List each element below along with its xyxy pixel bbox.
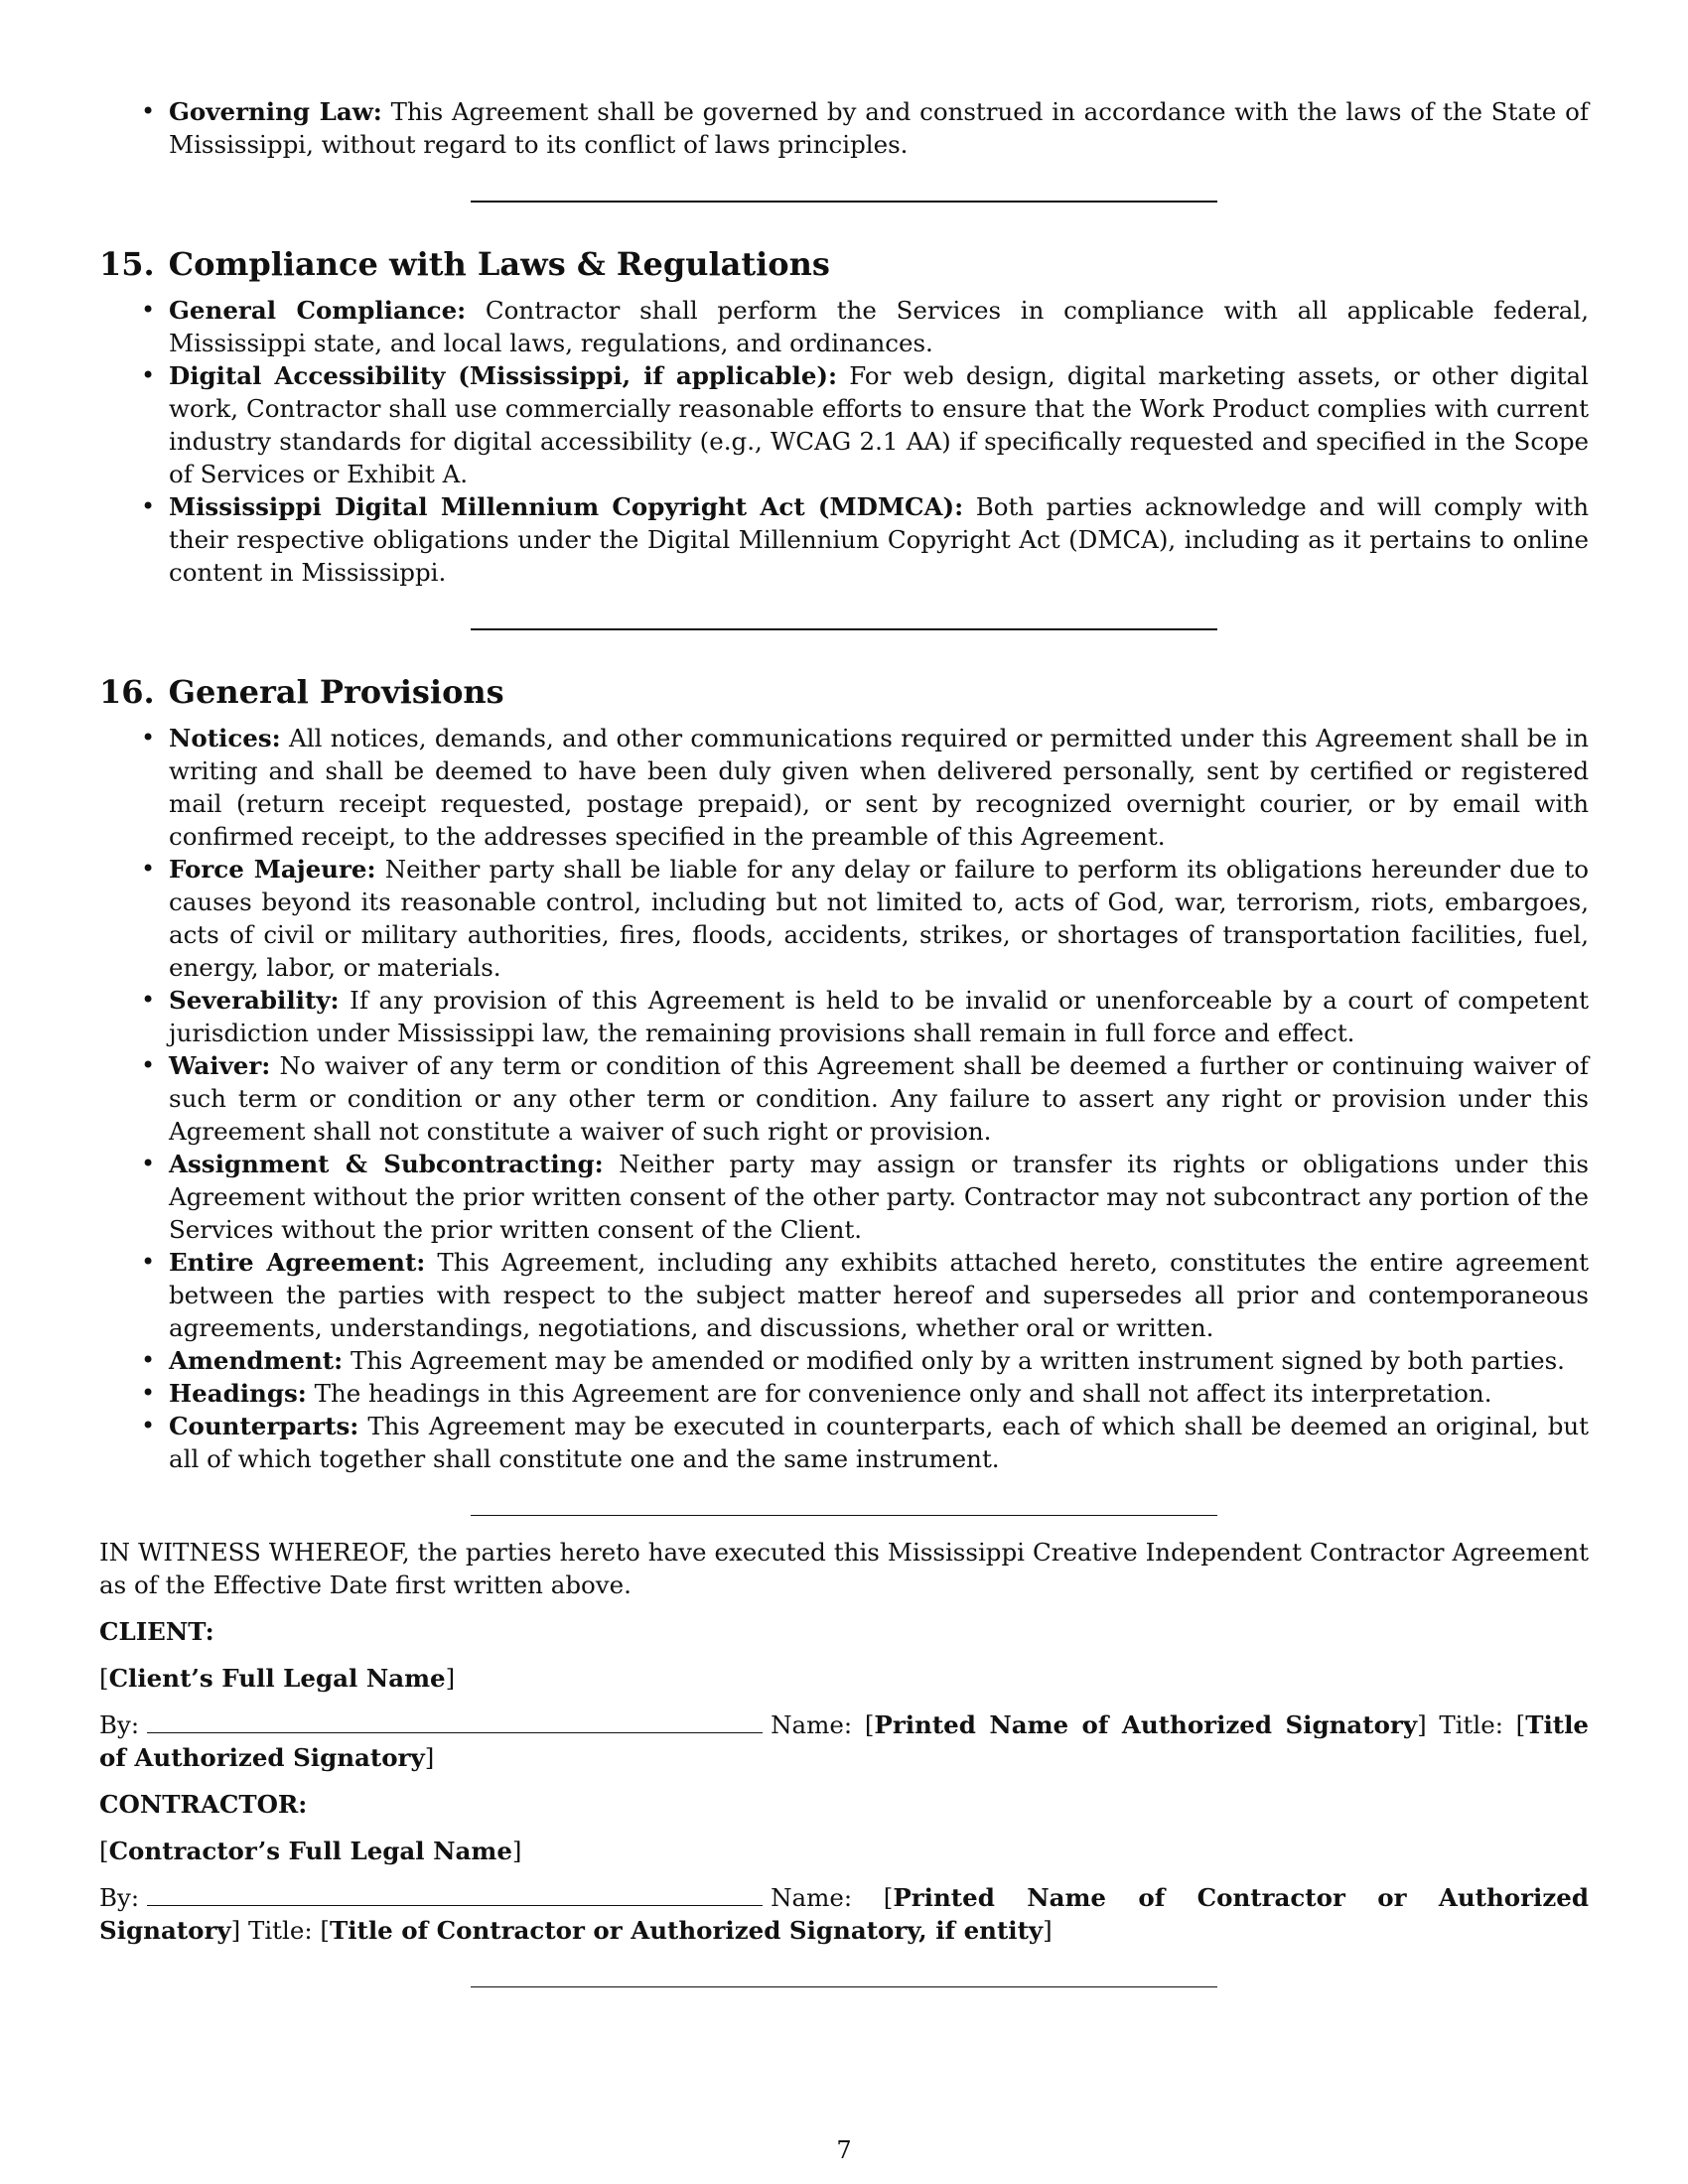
list-item bbox=[169, 95, 1589, 161]
section-number: 15. bbox=[99, 245, 155, 283]
section-title: General Provisions bbox=[168, 673, 504, 711]
item-label: Assignment & Subcontracting: bbox=[169, 1150, 604, 1178]
list-item bbox=[169, 1377, 1589, 1410]
section-15-list bbox=[99, 294, 1589, 589]
section-divider bbox=[471, 1986, 1217, 1987]
item-label: Force Majeure: bbox=[169, 855, 376, 884]
page-number: 7 bbox=[836, 2136, 852, 2164]
contractor-heading: CONTRACTOR: bbox=[99, 1790, 308, 1819]
by-label: By: bbox=[99, 1883, 140, 1912]
list-item bbox=[169, 1410, 1589, 1475]
item-label: Amendment: bbox=[169, 1346, 344, 1375]
item-label: Severability: bbox=[169, 986, 340, 1015]
item-label: Mississippi Digital Millennium Copyright Act (MDMCA): bbox=[169, 492, 964, 521]
list-item bbox=[169, 1246, 1589, 1344]
by-label: By: bbox=[99, 1710, 140, 1739]
item-label: Entire Agreement: bbox=[169, 1248, 426, 1277]
item-label: Headings: bbox=[169, 1379, 307, 1408]
list-item bbox=[169, 1148, 1589, 1246]
list-item bbox=[169, 984, 1589, 1049]
client-heading: CLIENT: bbox=[99, 1617, 214, 1646]
section-14-list bbox=[99, 95, 1589, 161]
item-label: Waiver: bbox=[169, 1051, 271, 1080]
item-text: This Agreement shall be governed by and construed in accordance with the laws of the State of Mississippi, without regard to its conflict of laws principles. bbox=[169, 97, 1589, 159]
list-item bbox=[169, 490, 1589, 589]
section-16-list bbox=[99, 722, 1589, 1475]
contractor-legal-name: [Contractor’s Full Legal Name] bbox=[99, 1837, 522, 1865]
client-signature-line[interactable] bbox=[147, 1710, 763, 1733]
item-label: Digital Accessibility (Mississippi, if applicable): bbox=[169, 361, 838, 390]
list-item bbox=[169, 1049, 1589, 1148]
section-heading bbox=[99, 244, 1589, 284]
contractor-signature-line[interactable] bbox=[147, 1883, 763, 1906]
list-item bbox=[169, 1344, 1589, 1377]
item-text: For web design, digital marketing assets, or other digital work, Contractor shall use commercially reasonable efforts to ensure that the Work Product complies with current industry standards for digital accessibility (e.g., WCAG 2.1 AA) if specifically requested and specified in the Scope of Services or Exhibit A. bbox=[169, 361, 1589, 488]
client-signature-block: By: Name: [Printed Name of Authorized Signatory] Title: [Title of Authorized Signatory] bbox=[99, 1710, 1589, 1772]
item-text: No waiver of any term or condition of this Agreement shall be deemed a further or continuing waiver of such term or condition or any other term or condition. Any failure to assert any right or provision under this Agreement shall not constitute a waiver of such right or provision. bbox=[169, 1051, 1589, 1146]
item-label: General Compliance: bbox=[169, 296, 467, 325]
section-number: 16. bbox=[99, 673, 155, 711]
witness-paragraph: IN WITNESS WHEREOF, the parties hereto have executed this Mississippi Creative Independent Contractor Agreement as of the Effective Date first written above. bbox=[99, 1538, 1589, 1599]
item-text: This Agreement may be amended or modified only by a written instrument signed by both parties. bbox=[350, 1346, 1565, 1375]
item-text: Contractor shall perform the Services in compliance with all applicable federal, Mississippi state, and local laws, regulations, and ordinances. bbox=[169, 296, 1589, 357]
list-item bbox=[169, 359, 1589, 490]
contractor-signature-block: By: Name: [Printed Name of Contractor or Authorized Signatory] Title: [Title of Contractor or Authorized Signatory, if entity] bbox=[99, 1883, 1589, 1945]
item-text: Neither party shall be liable for any delay or failure to perform its obligations hereunder due to causes beyond its reasonable control, including but not limited to, acts of God, war, terrorism, riots, embargoes, acts of civil or military authorities, fires, floods, accidents, strikes, or shortages of transportation facilities, fuel, energy, labor, or materials. bbox=[169, 855, 1589, 982]
item-text: If any provision of this Agreement is held to be invalid or unenforceable by a court of competent jurisdiction under Mississippi law, the remaining provisions shall remain in full force and effect. bbox=[169, 986, 1590, 1047]
list-item bbox=[169, 722, 1589, 853]
item-label: Governing Law: bbox=[169, 97, 382, 126]
section-title: Compliance with Laws & Regulations bbox=[168, 245, 830, 283]
document-page bbox=[99, 95, 1589, 1987]
item-text: The headings in this Agreement are for convenience only and shall not affect its interpretation. bbox=[314, 1379, 1492, 1408]
item-text: This Agreement may be executed in counterparts, each of which shall be deemed an original, but all of which together shall constitute one and the same instrument. bbox=[169, 1412, 1589, 1473]
item-text: Both parties acknowledge and will comply with their respective obligations under the Digital Millennium Copyright Act (DMCA), including as it pertains to online content in Mississippi. bbox=[169, 492, 1589, 587]
list-item bbox=[169, 294, 1589, 359]
item-text: This Agreement, including any exhibits attached hereto, constitutes the entire agreement between the parties with respect to the subject matter hereof and supersedes all prior and contemporaneous agreements, understandings, negotiations, and discussions, whether oral or written. bbox=[169, 1248, 1589, 1342]
section-heading bbox=[99, 672, 1589, 712]
item-text: Neither party may assign or transfer its rights or obligations under this Agreement without the prior written consent of the other party. Contractor may not subcontract any portion of the Services without the prior written consent of the Client. bbox=[169, 1150, 1589, 1244]
item-text: All notices, demands, and other communications required or permitted under this Agreement shall be in writing and shall be deemed to have been duly given when delivered personally, sent by certified or registered mail (return receipt requested, postage prepaid), or sent by recognized overnight courier, or by email with confirmed receipt, to the addresses specified in the preamble of this Agreement. bbox=[169, 724, 1589, 851]
client-legal-name: [Client’s Full Legal Name] bbox=[99, 1664, 456, 1693]
item-label: Counterparts: bbox=[169, 1412, 359, 1440]
item-label: Notices: bbox=[169, 724, 281, 752]
list-item bbox=[169, 853, 1589, 984]
